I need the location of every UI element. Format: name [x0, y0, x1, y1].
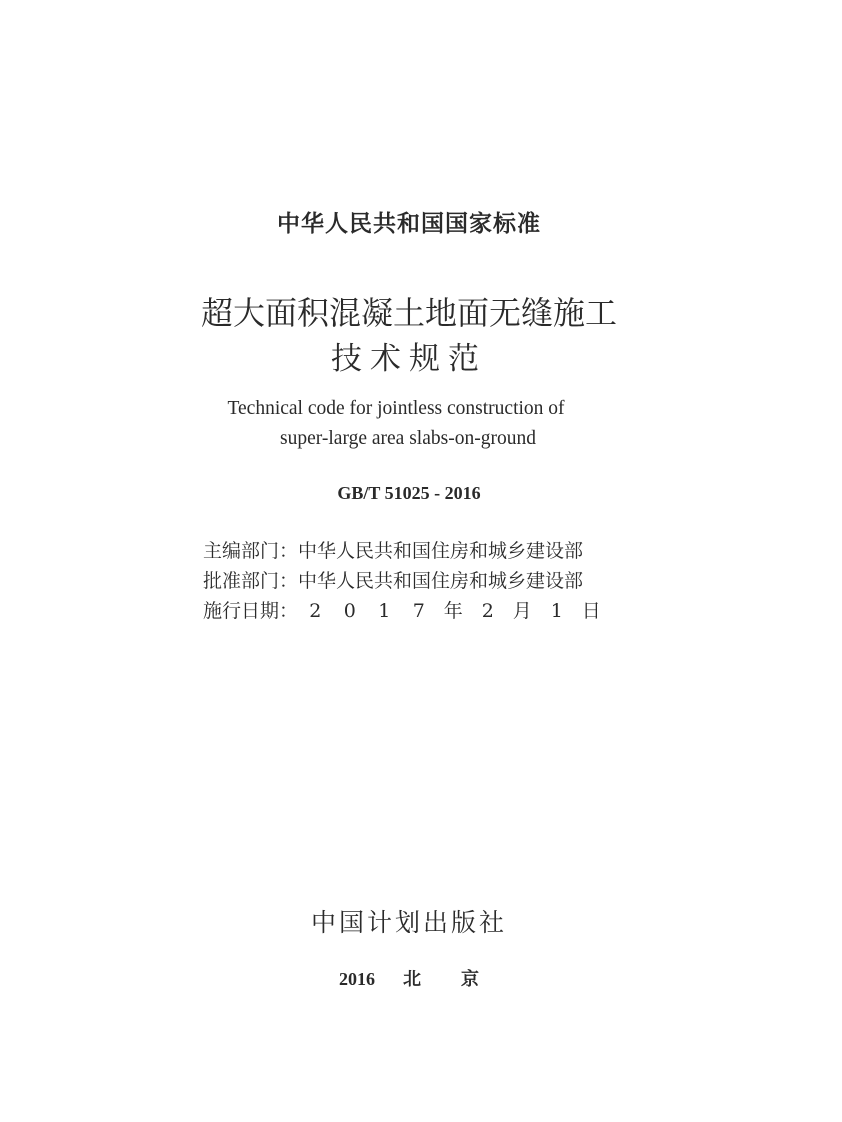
- effective-date-char: 2: [481, 600, 494, 622]
- publication-city-char-1: 北: [403, 969, 421, 990]
- english-title-line-2: super-large area slabs-on-ground: [280, 428, 536, 449]
- document-title-line-1: 超大面积混凝土地面无缝施工: [200, 294, 617, 332]
- effective-date-char: 1: [550, 600, 563, 622]
- effective-date-label: 施行日期：: [203, 600, 299, 622]
- editor-value: 中华人民共和国住房和城乡建设部: [298, 540, 584, 562]
- effective-date-char: 0: [343, 600, 356, 622]
- effective-date-char: 7: [412, 600, 425, 622]
- editor-department: [203, 536, 583, 563]
- publication-info: [0, 965, 818, 991]
- standard-series: 中华人民共和国国家标准: [277, 211, 541, 237]
- publication-city-char-2: 京: [461, 969, 479, 990]
- effective-date-char: 日: [581, 600, 601, 622]
- publisher-name: 中国计划出版社: [310, 908, 507, 937]
- effective-date-value: [298, 600, 609, 622]
- approver-department: [203, 566, 583, 593]
- standard-code: GB/T 51025 - 2016: [337, 483, 481, 503]
- effective-date-char: 2: [309, 600, 322, 622]
- approver-value: 中华人民共和国住房和城乡建设部: [298, 570, 584, 592]
- english-title-line-1: Technical code for jointless construction of: [227, 398, 565, 419]
- effective-date-char: 年: [443, 600, 463, 622]
- effective-date: [203, 596, 609, 623]
- document-title-line-2: 技术规范: [331, 341, 487, 377]
- effective-date-char: 1: [378, 600, 391, 622]
- editor-label: 主编部门：: [203, 540, 299, 562]
- publication-year: 2016: [339, 969, 375, 989]
- approver-label: 批准部门：: [203, 570, 299, 592]
- effective-date-char: 月: [512, 600, 532, 622]
